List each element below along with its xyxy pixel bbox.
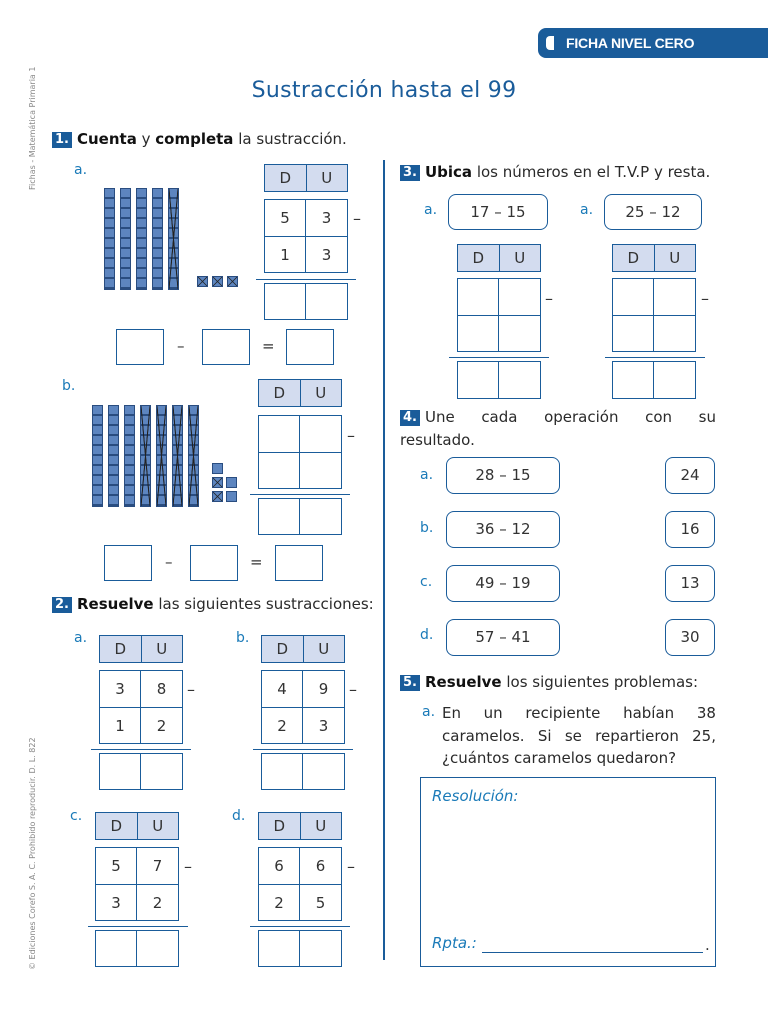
place-value-header: D U — [261, 635, 345, 663]
minus-sign: – — [349, 680, 357, 699]
place-value-grid[interactable] — [457, 278, 541, 352]
problem-line: En un recipiente habían 38 — [442, 704, 716, 722]
ten-rod-crossed — [188, 405, 199, 507]
ten-rod — [92, 405, 103, 507]
minus-sign: – — [187, 680, 195, 699]
column-divider — [383, 160, 385, 960]
result-line — [250, 926, 350, 927]
item-letter: c. — [70, 808, 83, 824]
section-number: 5. — [400, 675, 420, 691]
answer-grid[interactable] — [612, 361, 696, 399]
ten-rod — [136, 188, 147, 290]
place-value-grid: 5 7 3 2 — [95, 847, 179, 921]
unit-cube-crossed — [197, 276, 208, 287]
item-letter: d. — [232, 808, 246, 824]
ten-rod-crossed — [156, 405, 167, 507]
place-value-grid: 4 9 2 3 — [261, 670, 345, 744]
item-letter: c. — [420, 574, 433, 590]
worksheet-tab — [538, 28, 768, 58]
section-4-heading: 4. Une cada operación con su — [400, 408, 716, 426]
section-number: 3. — [400, 165, 420, 181]
difference-box[interactable] — [286, 329, 334, 365]
section-3-heading: 3. Ubica los números en el T.V.P y resta. — [400, 163, 710, 181]
place-value-grid: 3 8 1 2 — [99, 670, 183, 744]
operation-box: 17 – 15 — [448, 194, 548, 230]
place-value-header: D U — [457, 244, 541, 272]
ten-rod-crossed — [168, 188, 179, 290]
minus-sign: – — [184, 857, 192, 876]
item-letter: a. — [420, 467, 434, 483]
unit-cube — [212, 463, 223, 474]
problem-line: caramelos. Si se repartieron 25, — [442, 727, 716, 745]
tab-bullet-icon — [546, 36, 554, 50]
answer-grid[interactable] — [99, 753, 183, 790]
item-letter: a. — [580, 202, 594, 218]
unit-cube — [226, 491, 237, 502]
operation-box: 25 – 12 — [604, 194, 702, 230]
place-value-header: D U — [264, 164, 348, 192]
section-number: 1. — [52, 132, 72, 148]
result-line — [449, 357, 549, 358]
resolution-box[interactable] — [420, 777, 716, 967]
result-line — [88, 926, 188, 927]
result-box[interactable]: 16 — [665, 511, 715, 548]
minus-sign: – — [701, 289, 709, 308]
section-4-heading-cont: resultado. — [400, 431, 475, 449]
problem-line: ¿cuántos caramelos quedaron? — [442, 749, 677, 767]
minus-sign: – — [347, 857, 355, 876]
place-value-grid: 6 6 2 5 — [258, 847, 342, 921]
place-value-header: D U — [95, 812, 179, 840]
equals-sign: = — [250, 553, 263, 571]
minus-sign: – — [347, 426, 355, 445]
result-line — [256, 279, 356, 280]
unit-cube-crossed — [212, 491, 223, 502]
difference-box[interactable] — [275, 545, 323, 581]
item-letter: a. — [74, 630, 88, 646]
result-line — [91, 749, 191, 750]
answer-grid[interactable] — [264, 283, 348, 320]
page-title: Sustracción hasta el 99 — [251, 78, 517, 103]
section-number: 4. — [400, 410, 420, 426]
place-value-header: D U — [612, 244, 696, 272]
item-letter: a. — [74, 162, 88, 178]
place-value-grid: 5 3 1 3 — [264, 199, 348, 273]
answer-grid[interactable] — [261, 753, 345, 790]
minus-sign: – — [545, 289, 553, 308]
place-value-grid[interactable] — [612, 278, 696, 352]
answer-label: Rpta.: — [432, 934, 477, 952]
answer-grid[interactable] — [457, 361, 541, 399]
minus-sign: – — [353, 209, 361, 228]
item-letter: d. — [420, 627, 434, 643]
place-value-header: D U — [99, 635, 183, 663]
resolution-label: Resolución: — [432, 787, 519, 805]
item-letter: b. — [420, 520, 434, 536]
ten-rod — [124, 405, 135, 507]
section-1-heading: 1. Cuenta y completa la sustracción. — [52, 130, 347, 148]
operation-box[interactable]: 36 – 12 — [446, 511, 560, 548]
section-5-heading: 5. Resuelve los siguientes problemas: — [400, 673, 698, 691]
minus-sign: – — [165, 553, 173, 571]
answer-dot: . — [705, 936, 710, 954]
section-2-heading: 2. Resuelve las siguientes sustracciones: — [52, 595, 374, 613]
ten-rod — [152, 188, 163, 290]
operation-box[interactable]: 28 – 15 — [446, 457, 560, 494]
side-text-bottom: © Ediciones Corefo S. A. C. Prohibido reproducir. D. L. 822 — [28, 737, 37, 970]
minus-sign: – — [177, 337, 185, 355]
subtrahend-box[interactable] — [202, 329, 250, 365]
equals-sign: = — [262, 337, 275, 355]
result-box[interactable]: 24 — [665, 457, 715, 494]
item-letter: a. — [424, 202, 438, 218]
answer-grid[interactable] — [258, 930, 342, 967]
answer-grid[interactable] — [258, 498, 342, 535]
place-value-grid[interactable] — [258, 415, 342, 489]
ten-rod-crossed — [172, 405, 183, 507]
unit-cube-crossed — [212, 276, 223, 287]
unit-cube — [226, 477, 237, 488]
place-value-header: D U — [258, 379, 342, 407]
item-letter: a. — [422, 704, 436, 720]
item-letter: b. — [62, 378, 76, 394]
result-line — [605, 357, 705, 358]
subtrahend-box[interactable] — [190, 545, 238, 581]
place-value-header: D U — [258, 812, 342, 840]
minuend-box[interactable] — [104, 545, 152, 581]
answer-line[interactable] — [482, 952, 703, 953]
operation-box[interactable]: 57 – 41 — [446, 619, 560, 656]
ten-rod — [120, 188, 131, 290]
unit-cube-crossed — [212, 477, 223, 488]
side-text-top: Fichas - Matemática Primaria 1 — [28, 66, 37, 190]
result-line — [250, 494, 350, 495]
ten-rod — [104, 188, 115, 290]
operation-box[interactable]: 49 – 19 — [446, 565, 560, 602]
unit-cube-crossed — [227, 276, 238, 287]
item-letter: b. — [236, 630, 250, 646]
result-box[interactable]: 13 — [665, 565, 715, 602]
section-number: 2. — [52, 597, 72, 613]
ten-rod — [108, 405, 119, 507]
ten-rod-crossed — [140, 405, 151, 507]
answer-grid[interactable] — [95, 930, 179, 967]
minuend-box[interactable] — [116, 329, 164, 365]
result-box[interactable]: 30 — [665, 619, 715, 656]
worksheet-tab-label: FICHA NIVEL CERO — [566, 35, 695, 51]
result-line — [253, 749, 353, 750]
